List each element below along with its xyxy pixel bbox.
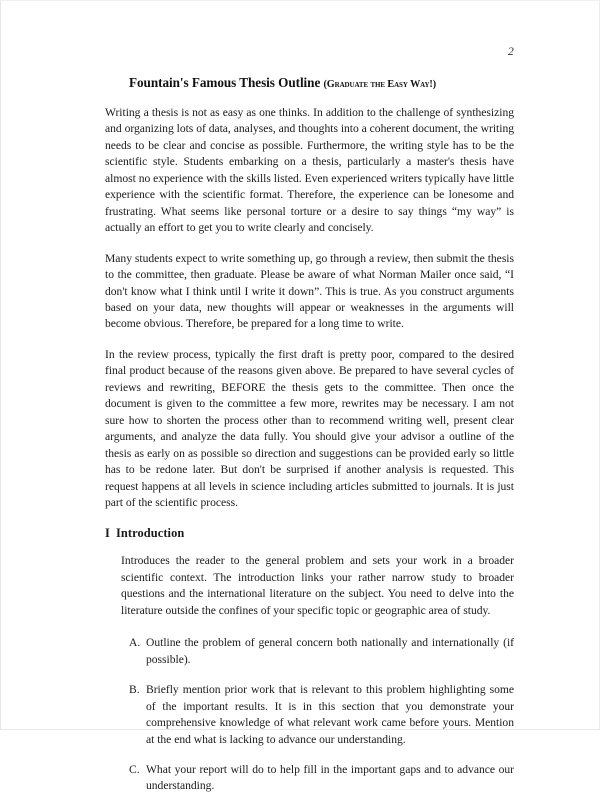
list-item-text: Briefly mention prior work that is relevant to this problem highlighting some of the important results. It is in this section that you demonstrate your comprehensive knowledge of what relevant work came before yours. Mention at the end what is lacking to advance our understanding. [146,683,514,746]
page-number: 2 [508,46,514,58]
body-paragraph: In the review process, typically the first draft is pretty poor, compared to the desired final product because of the reasons given above. Be prepared to have several cycles of reviews and rewriting, BEFORE the thesis gets to the committee. Then once the document is given to the committee a few more, rewrites may be necessary. I am not sure how to shorten the process other than to recommend writing well, present clear arguments, and analyze the data fully. You should give your advisor a outline of the thesis as early on as possible so direction and suggestions can be provided early so little has to be redone later. But don't be surprised if another analysis is requested. This request happens at all levels in science including articles submitted to journals. It is just part of the scientific process. [105,347,514,509]
section-title: Introduction [115,526,185,541]
document-title-main: Fountain's Famous Thesis Outline [129,75,324,90]
document-title-subtitle: (Graduate the Easy Way!) [323,79,437,90]
document-body [105,105,514,809]
document-title [129,75,514,91]
list-item-text: What your report will do to help fill in the important gaps and to advance our understanding. [146,762,514,793]
list-item-marker: C. [129,762,140,776]
list-item [105,635,514,668]
body-paragraph: Many students expect to write something up, go through a review, then submit the thesis to the committee, then graduate. Please be aware of what Norman Mailer once said, “I don't know what I think until I write it down”. This is true. As you construct arguments based on your data, new thoughts will appear or weaknesses in the arguments will become obvious. Therefore, be prepared for a long time to write. [105,251,514,331]
introduction-list [105,635,514,795]
section-heading-introduction [105,525,514,541]
list-item-marker: A. [129,636,141,650]
list-item [105,682,514,748]
list-item-marker: B. [129,683,140,697]
list-item [105,762,514,795]
section-numeral: I [105,526,110,541]
list-item-text: Outline the problem of general concern both nationally and internationally (if possible). [146,636,514,666]
section-intro-paragraph: Introduces the reader to the general problem and sets your work in a broader scientific context. The introduction links your rather narrow study to broader questions and the international literature on the subject. You need to delve into the literature outside the confines of your specific topic or geographic area of study. [121,554,514,617]
body-paragraph: Writing a thesis is not as easy as one thinks. In addition to the challenge of synthesizing and organizing lots of data, analyses, and thoughts into a coherent document, the writing needs to be clear and concise as possible. Furthermore, the writing style has to be the scientific style. Students embarking on a thesis, particularly a master's thesis have almost no experience with the skills listed. Even experienced writers typically have little experience with the scientific format. Therefore, the experience can be lonesome and frustrating. What seems like personal torture or a desire to say things “my way” is actually an effort to get you to write clearly and concisely. [105,106,514,235]
